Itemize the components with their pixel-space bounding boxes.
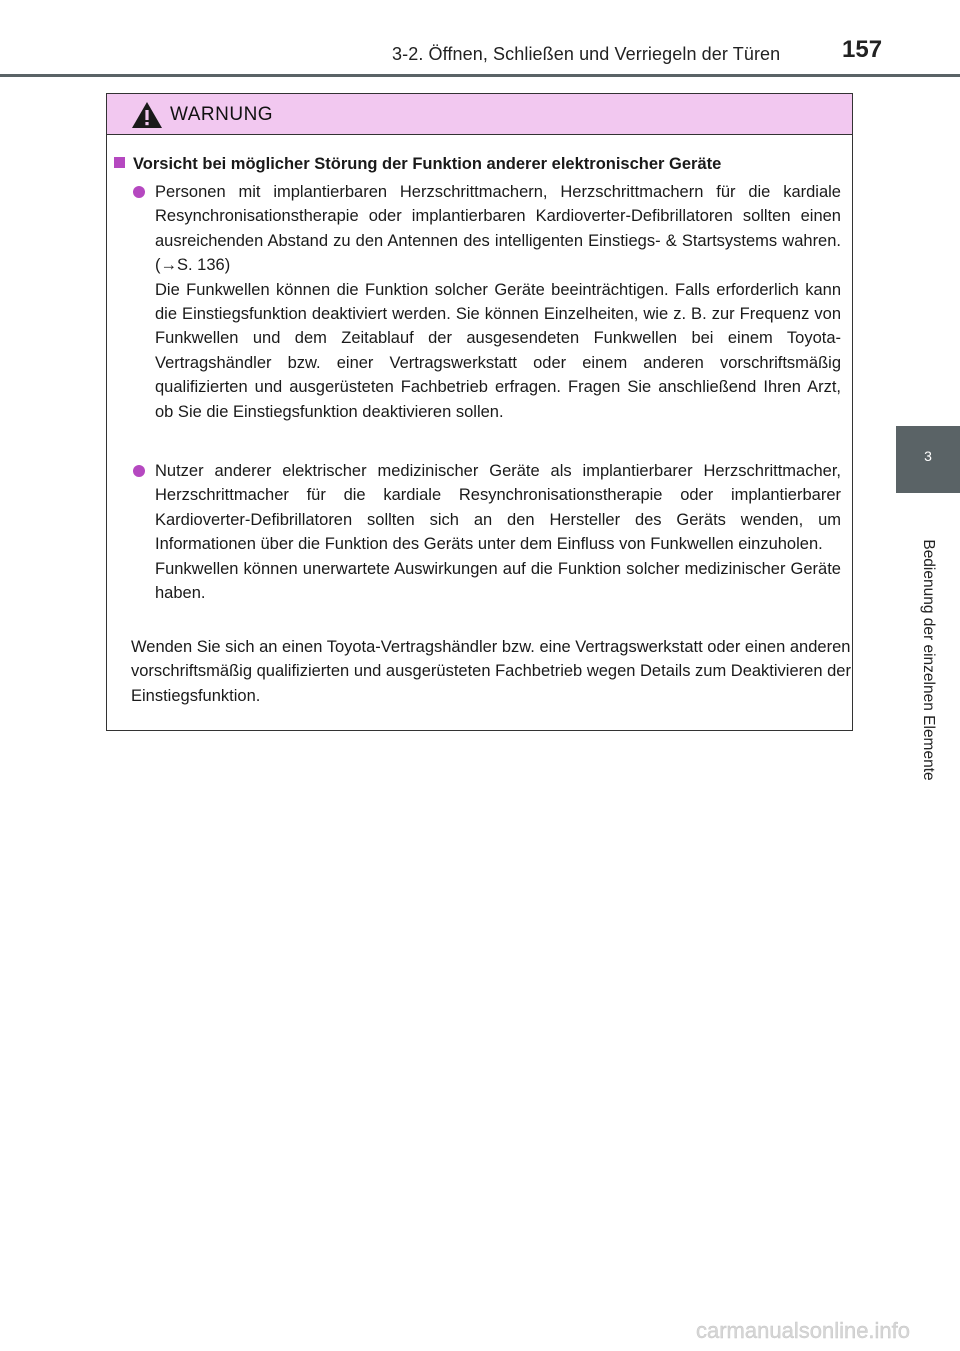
warning-triangle-icon (131, 100, 163, 130)
bullet-paragraph: Personen mit implantierbaren Herzschrittmachern, Herzschrittmachern für die kardiale Resynchronisationstherapie oder implantierbaren Kardioverter-Defibrillatoren sollten einen ausreichenden Abstand zu den Antennen des intelligenten Einstiegs- & Startsystems wahren. (→S. 136) (155, 183, 841, 275)
warning-box (106, 93, 853, 731)
chapter-title: Bedienung der einzelnen Elemente (920, 539, 937, 781)
chapter-number: 3 (924, 448, 932, 464)
topic-square-icon (114, 157, 125, 168)
chapter-tab (896, 426, 960, 493)
warning-closing-text: Wenden Sie sich an einen Toyota-Vertragshändler bzw. eine Vertragswerkstatt oder einen anderen vorschriftsmäßig qualifizierten und ausgerüsteten Fachbetrieb wegen Details zum Deaktivieren der Einstiegsfunktion. (131, 638, 851, 705)
bullet-paragraph: Nutzer anderer elektrischer medizinischer Geräte als implantierbarer Herzschrittmacher, Herzschrittmacher für die kardiale Resynchronisationstherapie oder implantierbarer Kardioverter-Defibrillatoren sollten sich an den Hersteller des Geräts wenden, um Informationen über die Funktion des Geräts unter dem Einfluss von Funkwellen einzuholen. (155, 462, 841, 554)
bullet-dot-icon (133, 186, 145, 198)
header-divider (0, 74, 960, 77)
list-item (133, 459, 841, 605)
list-item (133, 180, 841, 424)
warning-header (107, 94, 852, 135)
page-number: 157 (842, 36, 883, 63)
watermark-logo (696, 1316, 936, 1346)
bullet-dot-icon (133, 465, 145, 477)
warning-topic-text: Vorsicht bei möglicher Störung der Funktion anderer elektronischer Geräte (133, 155, 722, 173)
bullet-paragraph: Funkwellen können unerwartete Auswirkungen auf die Funktion solcher medizinischer Geräte haben. (155, 559, 841, 603)
bullet-paragraph: Die Funkwellen können die Funktion solcher Geräte beeinträchtigen. Falls erforderlich kann die Einstiegsfunktion deaktiviert werden. Sie können Einzelheiten, wie z. B. zur Frequenz von Funkwellen und dem Zeitablauf der ausgesendeten Funkwellen bei einem Toyota-Vertragshändler bzw. einer Vertragswerkstatt oder einem anderen vorschriftsmäßig qualifizierten und ausgerüsteten Fachbetrieb erfragen. Fragen Sie anschließend Ihren Arzt, ob Sie die Einstiegsfunktion deaktivieren sollen. (155, 280, 841, 421)
svg-text:carmanualsonline.info: carmanualsonline.info (696, 1318, 911, 1343)
warning-topic (114, 152, 844, 176)
section-title: 3-2. Öffnen, Schließen und Verriegeln der Türen (392, 44, 781, 64)
warning-title: WARNUNG (170, 104, 274, 125)
